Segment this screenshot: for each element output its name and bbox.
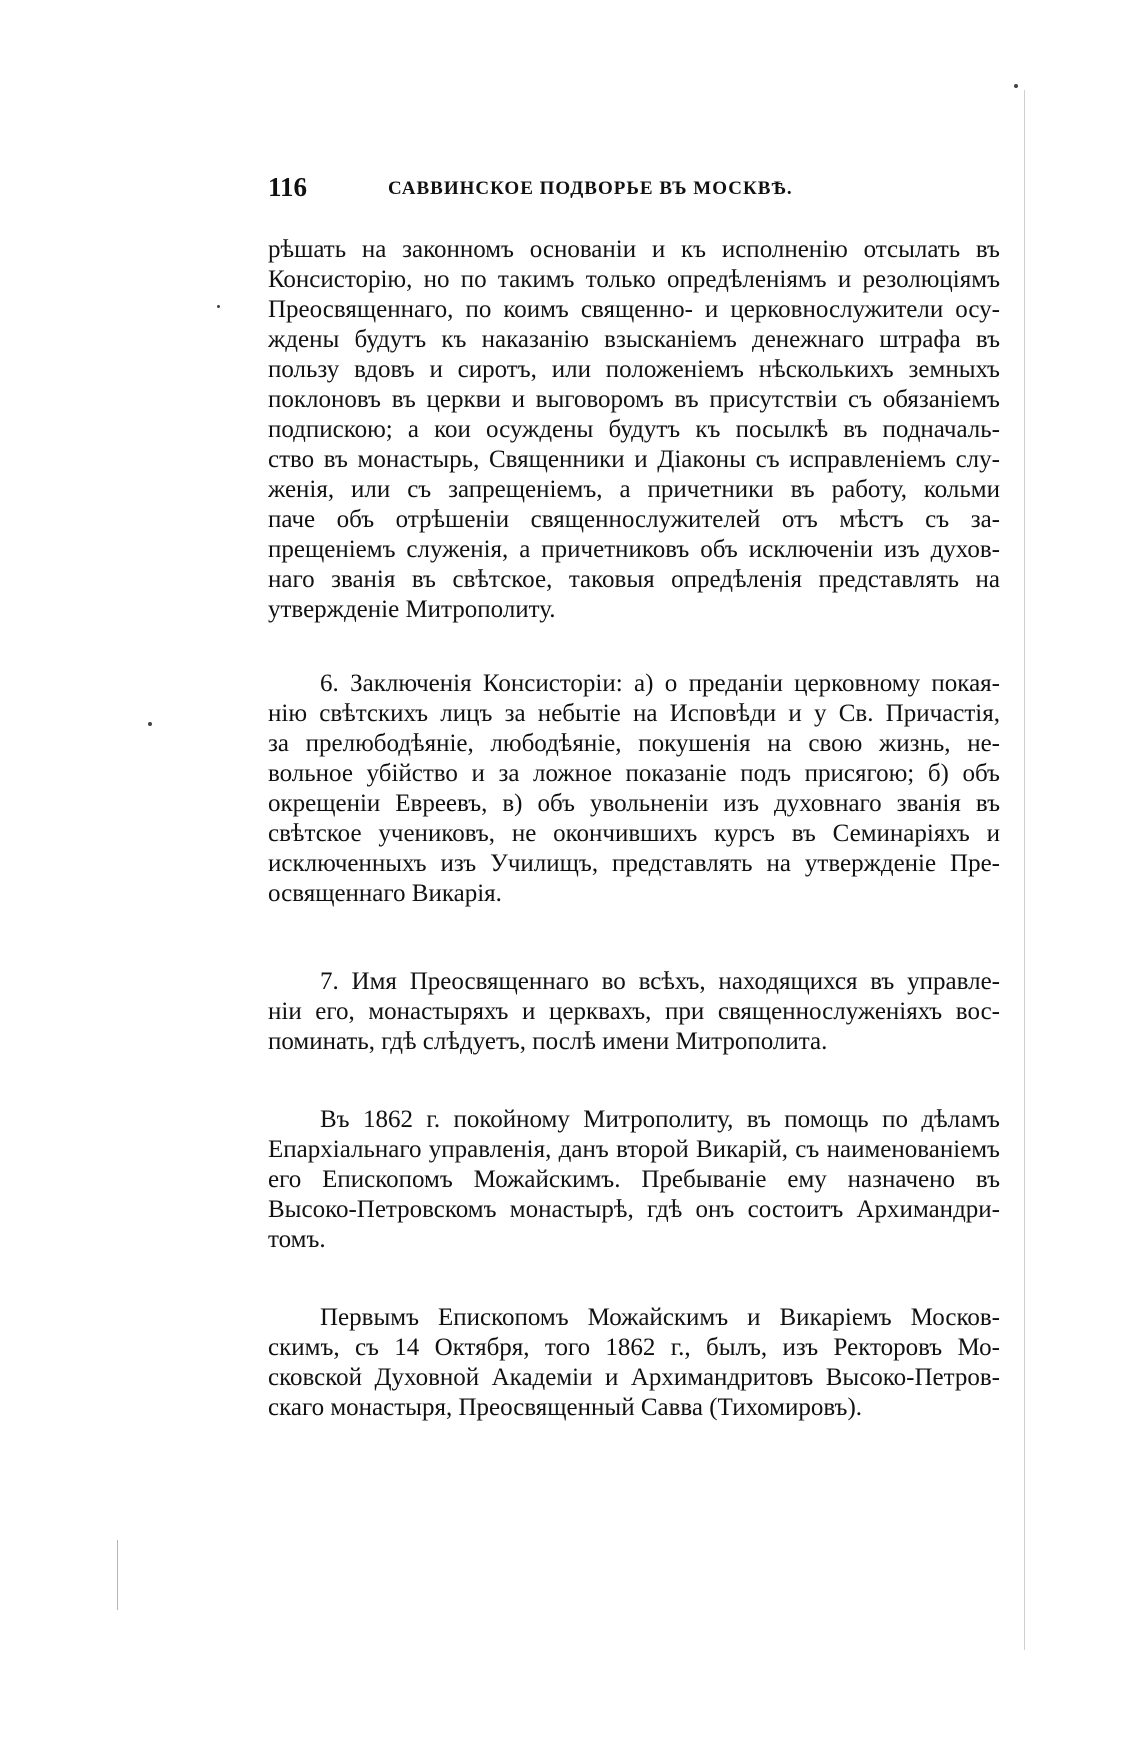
paragraph-5-continued — [268, 235, 1000, 625]
text-line: поклоновъ въ церкви и выговоромъ въ присутствіи съ обязаніемъ — [268, 386, 1000, 413]
text-line: освященнаго Викарія. — [268, 880, 502, 907]
speck — [148, 722, 152, 726]
text-line: наго званія въ свѣтское, таковыя опредѣленія представлять на — [268, 566, 1000, 593]
paragraph-second-vicar — [268, 1105, 1000, 1255]
running-title: САВВИНСКОЕ ПОДВОРЬЕ ВЪ МОСКВѢ. — [388, 178, 793, 199]
text-line: за прелюбодѣяніе, любодѣяніе, покушенія на свою жизнь, не- — [268, 730, 1000, 757]
text-body — [268, 235, 1000, 1423]
text-line: свѣтское учениковъ, не окончившихъ курсъ въ Семинаріяхъ и — [268, 820, 1000, 847]
text-line: утвержденіе Митрополиту. — [268, 596, 556, 623]
text-line: поминать, гдѣ слѣдуетъ, послѣ имени Митрополита. — [268, 1028, 828, 1055]
paragraph-6 — [268, 669, 1000, 909]
text-line: 6. Заключенія Консисторіи: а) о преданіи церковному покая- — [320, 670, 1000, 697]
text-line: нію свѣтскихъ лицъ за небытіе на Исповѣди и у Св. Причастія, — [268, 700, 1000, 727]
text-line: томъ. — [268, 1226, 326, 1253]
text-line: подпискою; а кои осуждены будутъ къ посылкѣ въ подначаль- — [268, 416, 1000, 443]
text-line: ніи его, монастыряхъ и церквахъ, при священнослуженіяхъ вос- — [268, 998, 1000, 1025]
text-line: исключенныхъ изъ Училищъ, представлять на утвержденіе Пре- — [268, 850, 1000, 877]
text-line: его Епископомъ Можайскимъ. Пребываніе ему назначено въ — [268, 1166, 1000, 1193]
speck — [217, 305, 220, 308]
text-line: Первымъ Епископомъ Можайскимъ и Викаріемъ Москов- — [320, 1304, 1000, 1331]
paragraph-7 — [268, 967, 1000, 1057]
text-line: скимъ, съ 14 Октября, того 1862 г., былъ, изъ Ректоровъ Мо- — [268, 1334, 1000, 1361]
paragraph-first-bishop — [268, 1303, 1000, 1423]
text-line: пользу вдовъ и сиротъ, или положеніемъ нѣсколькихъ земныхъ — [268, 356, 1000, 383]
text-line: окрещеніи Евреевъ, в) объ увольненіи изъ духовнаго званія въ — [268, 790, 1000, 817]
text-line: женія, или съ запрещеніемъ, а причетники въ работу, кольми — [268, 476, 1000, 503]
text-line: рѣшать на законномъ основаніи и къ исполненію отсылать въ — [268, 236, 1000, 263]
text-line: ждены будутъ къ наказанію взысканіемъ денежнаго штрафа въ — [268, 326, 1000, 353]
text-line: Консисторію, но по такимъ только опредѣленіямъ и резолюціямъ — [268, 266, 1000, 293]
text-line: Въ 1862 г. покойному Митрополиту, въ помощь по дѣламъ — [320, 1106, 1000, 1133]
text-line: Епархіальнаго управленія, данъ второй Викарій, съ наименованіемъ — [268, 1136, 1000, 1163]
page-edge-line — [1024, 90, 1025, 1650]
text-line: Высоко-Петровскомъ монастырѣ, гдѣ онъ состоитъ Архимандри- — [268, 1196, 1000, 1223]
binding-mark — [117, 1540, 118, 1610]
speck — [1014, 84, 1018, 88]
text-line: сковской Духовной Академіи и Архимандритовъ Высоко-Петров- — [268, 1364, 1000, 1391]
text-line: паче объ отрѣшеніи священнослужителей отъ мѣстъ съ за- — [268, 506, 1000, 533]
page-header — [268, 172, 928, 212]
text-line: прещеніемъ служенія, а причетниковъ объ исключеніи изъ духов- — [268, 536, 1000, 563]
text-line: Преосвященнаго, по коимъ священно- и церковнослужители осу- — [268, 296, 1000, 323]
text-line: 7. Имя Преосвященнаго во всѣхъ, находящихся въ управле- — [320, 968, 1000, 995]
text-line: вольное убійство и за ложное показаніе подъ присягою; б) объ — [268, 760, 1000, 787]
text-line: ство въ монастырь, Священники и Діаконы съ исправленіемъ слу- — [268, 446, 1000, 473]
page-number: 116 — [268, 172, 308, 202]
text-line: скаго монастыря, Преосвященный Савва (Тихомировъ). — [268, 1394, 863, 1421]
